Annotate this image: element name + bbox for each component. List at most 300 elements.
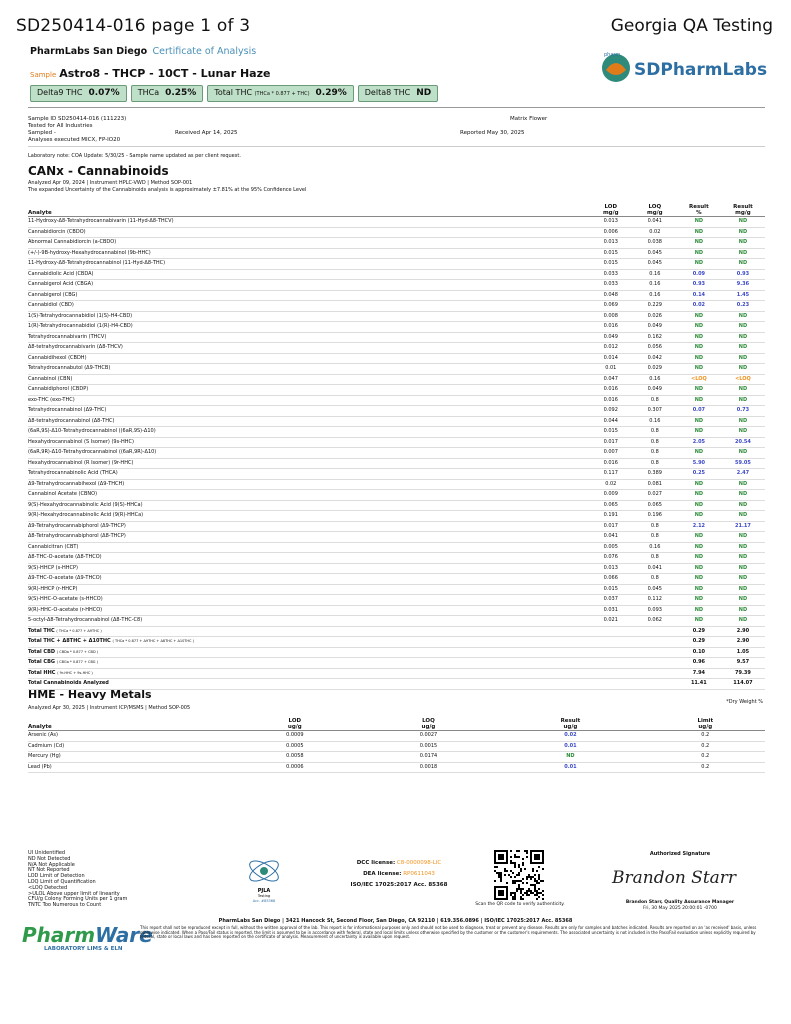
- result-pct: 0.02: [677, 301, 721, 312]
- lod-value: 0.0058: [228, 752, 362, 763]
- table-row: [28, 595, 765, 606]
- loq-value: 0.038: [633, 238, 677, 249]
- lod-value: 0.031: [589, 605, 633, 616]
- loq-value: 0.049: [633, 322, 677, 333]
- total-mg: 2.90: [721, 637, 765, 648]
- table-row: [28, 322, 765, 333]
- result-value: 0.01: [495, 741, 645, 752]
- lod-value: 0.01: [589, 364, 633, 375]
- lod-value: 0.013: [589, 238, 633, 249]
- loq-value: 0.0018: [362, 762, 496, 773]
- lod-value: 0.017: [589, 521, 633, 532]
- lod-value: 0.015: [589, 259, 633, 270]
- cannabinoids-table: [28, 200, 765, 690]
- result-mg: 21.17: [721, 521, 765, 532]
- legend-item: UI Unidentified: [28, 850, 66, 856]
- result-pct: ND: [677, 238, 721, 249]
- lod-value: 0.092: [589, 406, 633, 417]
- brand-a: Pharm: [22, 923, 96, 947]
- result-pct: ND: [677, 553, 721, 564]
- table-row: [28, 280, 765, 291]
- result-pct: ND: [677, 364, 721, 375]
- analyte-name: Δ8-Tetrahydrocannabiphorol (Δ8-THCP): [28, 532, 589, 543]
- pill-total-thc: Total THC (THCa * 0.877 + THC) 0.29%: [207, 85, 353, 102]
- loq-value: 0.041: [633, 563, 677, 574]
- loq-value: 0.027: [633, 490, 677, 501]
- analyte-name: Cannabigerol (CBG): [28, 290, 589, 301]
- analyte-name: Cannabidihexol (CBDH): [28, 353, 589, 364]
- result-pct: 0.25: [677, 469, 721, 480]
- col-analyte: Analyte: [28, 716, 228, 731]
- total-mg: 2.90: [721, 626, 765, 637]
- loq-value: 0.229: [633, 301, 677, 312]
- col-loq: LOQ mg/g: [633, 200, 677, 217]
- table-row: [28, 553, 765, 564]
- table-row: [28, 458, 765, 469]
- table-row: [28, 427, 765, 438]
- loq-value: 0.8: [633, 427, 677, 438]
- total-row: [28, 668, 765, 679]
- lod-value: 0.013: [589, 217, 633, 228]
- lod-value: 0.007: [589, 448, 633, 459]
- table-row: [28, 448, 765, 459]
- table-row: [28, 301, 765, 312]
- result-mg: ND: [721, 448, 765, 459]
- col-limit: Limit ug/g: [646, 716, 765, 731]
- lab-name: PharmLabs San Diego: [30, 46, 148, 57]
- loq-value: 0.0027: [362, 731, 496, 742]
- total-mg: 79.39: [721, 668, 765, 679]
- result-mg: 1.45: [721, 290, 765, 301]
- table-row: [28, 762, 765, 773]
- brand-sub: LABORATORY LIMS & ELN: [44, 946, 123, 952]
- sample-id: Sample ID SD250414-016 (111223): [28, 116, 127, 122]
- loq-value: 0.16: [633, 290, 677, 301]
- analyte-name: exo-THC (exo-THC): [28, 395, 589, 406]
- cannabinoids-analyzed: Analyzed Apr 09, 2024 | Instrument HPLC-VWD | Method SOP-001: [28, 180, 193, 186]
- result-mg: ND: [721, 595, 765, 606]
- analyte-name: 11-Hydroxy-Δ8-Tetrahydrocannabinol (11-Hyd-Δ8-THC): [28, 259, 589, 270]
- table-row: [28, 574, 765, 585]
- signer-name: Brandon Starr, Quality Assurance Manager: [625, 900, 735, 905]
- abbreviation-legend: [28, 851, 127, 909]
- analyte-name: 5-octyl-Δ8-Tetrahydrocannabinol (Δ8-THC-C8): [28, 616, 589, 627]
- total-pct: 0.29: [677, 626, 721, 637]
- table-row: [28, 479, 765, 490]
- lod-value: 0.033: [589, 280, 633, 291]
- result-pct: ND: [677, 343, 721, 354]
- loq-value: 0.8: [633, 532, 677, 543]
- table-row: [28, 238, 765, 249]
- table-row: [28, 406, 765, 417]
- result-pct: ND: [677, 395, 721, 406]
- result-mg: ND: [721, 511, 765, 522]
- table-row: [28, 290, 765, 301]
- loq-value: 0.062: [633, 616, 677, 627]
- lod-value: 0.0005: [228, 741, 362, 752]
- result-mg: ND: [721, 490, 765, 501]
- analyte-name: 9(S)-Hexahydrocannabinolic Acid (9(S)-HHCa): [28, 500, 589, 511]
- dcc-license: DCC license: C8-0000098-LIC: [356, 860, 442, 866]
- legend-item: >ULOL Above upper limit of linearity: [28, 890, 120, 897]
- result-mg: ND: [721, 479, 765, 490]
- table-row: [28, 521, 765, 532]
- heavy-metals-table: [28, 716, 765, 773]
- table-row: [28, 227, 765, 238]
- result-pct: ND: [677, 227, 721, 238]
- loq-value: 0.16: [633, 280, 677, 291]
- divider: [28, 146, 765, 147]
- result-pct: ND: [677, 595, 721, 606]
- analyte-name: Abnormal Cannabidiorcin (a-CBDO): [28, 238, 589, 249]
- result-pct: ND: [677, 542, 721, 553]
- loq-value: 0.045: [633, 259, 677, 270]
- result-pct: ND: [677, 500, 721, 511]
- analyte-name: Cannabidiorcin (CBDO): [28, 227, 589, 238]
- loq-value: 0.162: [633, 332, 677, 343]
- result-mg: <LOQ: [721, 374, 765, 385]
- result-mg: 59.05: [721, 458, 765, 469]
- loq-value: 0.8: [633, 448, 677, 459]
- lod-value: 0.013: [589, 563, 633, 574]
- analyte-name: (6aR,9S)-Δ10-Tetrahydrocannabinol ((6aR,9S)-Δ10): [28, 427, 589, 438]
- metal-name: Lead (Pb): [28, 762, 228, 773]
- table-row: [28, 385, 765, 396]
- legend-item: <LOQ Detected: [28, 884, 68, 891]
- analyte-name: Tetrahydrocannabinolic Acid (THCA): [28, 469, 589, 480]
- analyte-name: Cannabicitran (CBT): [28, 542, 589, 553]
- col-loq: LOQ ug/g: [362, 716, 496, 731]
- result-pct: ND: [677, 385, 721, 396]
- analyte-name: 9(R)-Hexahydrocannabinolic Acid (9(R)-HHCa): [28, 511, 589, 522]
- lod-value: 0.0006: [228, 762, 362, 773]
- result-pct: ND: [677, 605, 721, 616]
- analyte-name: Hexahydrocannabinol (R Isomer) (9r-HHC): [28, 458, 589, 469]
- dry-weight-note: *Dry Weight %: [726, 699, 763, 705]
- loq-value: 0.8: [633, 458, 677, 469]
- result-pct: ND: [677, 490, 721, 501]
- table-row: [28, 374, 765, 385]
- table-row: [28, 605, 765, 616]
- table-header: [28, 716, 765, 731]
- signature-heading: Authorized Signature: [649, 851, 711, 857]
- result-mg: ND: [721, 227, 765, 238]
- analyte-name: 9(R)-HHCP (r-HHCP): [28, 584, 589, 595]
- pharmware-logo: [22, 923, 153, 964]
- total-row: [28, 637, 765, 648]
- analyte-name: Δ8-THC-O-acetate (Δ8-THCO): [28, 553, 589, 564]
- loq-value: 0.0015: [362, 741, 496, 752]
- table-row: [28, 269, 765, 280]
- total-name: Total CBG ( CBGa * 0.877 + CBG ): [28, 658, 589, 669]
- loq-value: 0.8: [633, 553, 677, 564]
- table-row: [28, 511, 765, 522]
- analyte-name: Cannabidiolic Acid (CBDA): [28, 269, 589, 280]
- loq-value: 0.196: [633, 511, 677, 522]
- signer-block: [600, 900, 760, 911]
- legend-item: N/A Not Applicable: [28, 861, 75, 868]
- result-mg: 0.23: [721, 301, 765, 312]
- lod-value: 0.0009: [228, 731, 362, 742]
- analyte-name: 9(S)-HHC-O-acetate (s-HHCO): [28, 595, 589, 606]
- total-name: Total CBD ( CBDa * 0.877 + CBD ): [28, 647, 589, 658]
- analyte-name: Δ8-tetrahydrocannabinol (Δ8-THC): [28, 416, 589, 427]
- lod-value: 0.017: [589, 437, 633, 448]
- result-mg: ND: [721, 248, 765, 259]
- loq-value: 0.8: [633, 521, 677, 532]
- analyte-name: Tetrahydrocannabinol (Δ9-THC): [28, 406, 589, 417]
- result-mg: ND: [721, 553, 765, 564]
- loq-value: 0.029: [633, 364, 677, 375]
- lab-heading: [30, 46, 256, 57]
- lod-value: 0.009: [589, 490, 633, 501]
- result-pct: ND: [677, 563, 721, 574]
- loq-value: 0.8: [633, 395, 677, 406]
- table-row: [28, 416, 765, 427]
- hme-title: HME - Heavy Metals: [28, 688, 152, 701]
- limit-value: 0.2: [646, 731, 765, 742]
- table-row: [28, 616, 765, 627]
- loq-value: 0.16: [633, 542, 677, 553]
- lod-value: 0.02: [589, 479, 633, 490]
- reported: Reported May 30, 2025: [460, 130, 525, 136]
- table-row: [28, 311, 765, 322]
- table-row: [28, 584, 765, 595]
- table-row: [28, 437, 765, 448]
- footer-disclaimer: This report shall not be reproduced except in full, without the written approval of the lab. This report is for informational purposes only and should not be used to diagnose, treat or prevent any disease. Results are only for samples and batches indicated. Results are reported on an 'as received' basis, unless otherwise indicated. When a Pass/Fail status is reported, the limit is assumed to be in accordance with federal, state and local limits unless otherwise specified by the customer or the customer's requirements. The associated uncertainty is not included in the Pass/Fail evaluation unless explicitly required by federal, state or local laws and has been reported on the certificate of analysis. Measurement of uncertainty is available upon request.: [140, 925, 757, 939]
- result-pct: 0.14: [677, 290, 721, 301]
- loq-value: 0.8: [633, 437, 677, 448]
- lod-value: 0.015: [589, 248, 633, 259]
- footer-address: PharmLabs San Diego | 3421 Hancock St, Second Floor, San Diego, CA 92110 | 619.356.0896 | ISO/IEC 17025:2017 Acc. 85368: [218, 918, 573, 924]
- analyte-name: Cannabinol (CBN): [28, 374, 589, 385]
- lod-value: 0.016: [589, 458, 633, 469]
- analyte-name: 1(S)-Tetrahydrocannabidiol (1(S)-H4-CBD): [28, 311, 589, 322]
- legend-item: ND Not Detected: [28, 855, 71, 862]
- result-pct: ND: [677, 217, 721, 228]
- lod-value: 0.016: [589, 395, 633, 406]
- dea-license: DEA license: RP0611043: [363, 871, 435, 877]
- analyte-name: Cannabidiol (CBD): [28, 301, 589, 312]
- result-pct: 0.09: [677, 269, 721, 280]
- pjla-accreditation-badge: [236, 851, 292, 907]
- analyses-executed: Analyses executed MICX, FP-IO20: [28, 137, 121, 143]
- loq-value: 0.02: [633, 227, 677, 238]
- analyte-name: 9(R)-HHC-O-acetate (r-HHCO): [28, 605, 589, 616]
- lod-value: 0.076: [589, 553, 633, 564]
- table-row: [28, 248, 765, 259]
- analyte-name: Cannabidiphorol (CBDP): [28, 385, 589, 396]
- result-pct: ND: [677, 448, 721, 459]
- total-pct: 7.94: [677, 668, 721, 679]
- result-pct: <LOQ: [677, 374, 721, 385]
- result-mg: ND: [721, 343, 765, 354]
- limit-value: 0.2: [646, 741, 765, 752]
- lod-value: 0.117: [589, 469, 633, 480]
- col-result-pct: Result %: [677, 200, 721, 217]
- lab-note: Laboratory note: COA Update: 5/30/25 - Sample name updated as per client request.: [28, 153, 241, 159]
- metal-name: Mercury (Hg): [28, 752, 228, 763]
- result-mg: ND: [721, 584, 765, 595]
- result-mg: ND: [721, 532, 765, 543]
- sample-tag: Sample: [30, 71, 57, 79]
- result-mg: ND: [721, 542, 765, 553]
- table-row: [28, 731, 765, 742]
- logo-small-text: pharm: [604, 52, 621, 58]
- loq-value: 0.0174: [362, 752, 496, 763]
- tested-for: Tested for All Industries: [28, 123, 93, 129]
- pill-delta9-thc: Delta9 THC 0.07%: [30, 85, 127, 102]
- result-pct: 2.05: [677, 437, 721, 448]
- total-name: Total HHC ( 9r-HHC + 9s-HHC ): [28, 668, 589, 679]
- lod-value: 0.005: [589, 542, 633, 553]
- legend-item: TNTC Too Numerous to Count: [28, 902, 102, 909]
- table-row: [28, 469, 765, 480]
- lod-value: 0.006: [589, 227, 633, 238]
- analyte-name: Cannabigerol Acid (CBGA): [28, 280, 589, 291]
- loq-value: 0.16: [633, 416, 677, 427]
- legend-item: NT Not Reported: [28, 867, 70, 874]
- lod-value: 0.041: [589, 532, 633, 543]
- loq-value: 0.389: [633, 469, 677, 480]
- loq-value: 0.056: [633, 343, 677, 354]
- analyte-name: Hexahydrocannabinol (S Isomer) (9s-HHC): [28, 437, 589, 448]
- limit-value: 0.2: [646, 762, 765, 773]
- analyte-name: Cannabinol Acetate (CBNO): [28, 490, 589, 501]
- lod-value: 0.008: [589, 311, 633, 322]
- lod-value: 0.021: [589, 616, 633, 627]
- result-pct: ND: [677, 353, 721, 364]
- result-value: 0.02: [495, 731, 645, 742]
- lod-value: 0.015: [589, 427, 633, 438]
- result-mg: ND: [721, 563, 765, 574]
- result-mg: 20.54: [721, 437, 765, 448]
- total-row: [28, 647, 765, 658]
- result-mg: 0.93: [721, 269, 765, 280]
- loq-value: 0.8: [633, 574, 677, 585]
- total-name: Total THC ( THCa * 0.877 + Δ9THC ): [28, 626, 589, 637]
- col-analyte: Analyte: [28, 200, 589, 217]
- result-mg: ND: [721, 238, 765, 249]
- total-row: [28, 626, 765, 637]
- pjla-name: PJLA: [257, 888, 271, 894]
- lod-value: 0.065: [589, 500, 633, 511]
- table-row: [28, 364, 765, 375]
- total-name: Total THC + Δ8THC + Δ10THC ( THCa * 0.877 + Δ9THC + Δ8THC + Δ10THC ): [28, 637, 589, 648]
- loq-value: 0.16: [633, 269, 677, 280]
- analyte-name: Δ9-Tetrahydrocannabihexol (Δ9-THCH): [28, 479, 589, 490]
- result-pct: ND: [677, 479, 721, 490]
- sample-name: Astro8 - THCP - 10CT - Lunar Haze: [59, 67, 271, 80]
- loq-value: 0.045: [633, 248, 677, 259]
- total-pct: 0.10: [677, 647, 721, 658]
- result-pct: ND: [677, 322, 721, 333]
- verification-qr-code[interactable]: [494, 850, 544, 900]
- loq-value: 0.041: [633, 217, 677, 228]
- result-mg: 2.47: [721, 469, 765, 480]
- result-pct: ND: [677, 427, 721, 438]
- loq-value: 0.16: [633, 374, 677, 385]
- table-header: [28, 200, 765, 217]
- pjla-sub: Testing: [257, 894, 271, 898]
- loq-value: 0.093: [633, 605, 677, 616]
- result-pct: ND: [677, 511, 721, 522]
- table-row: [28, 343, 765, 354]
- pill-thca: THCa 0.25%: [131, 85, 204, 102]
- result-pct: ND: [677, 616, 721, 627]
- table-row: [28, 741, 765, 752]
- iso-accreditation: ISO/IEC 17025:2017 Acc. 85368: [350, 882, 448, 888]
- result-mg: ND: [721, 605, 765, 616]
- table-row: [28, 563, 765, 574]
- legend-item: CFU/g Colony Forming Units per 1 gram: [28, 896, 128, 903]
- result-mg: ND: [721, 217, 765, 228]
- result-mg: ND: [721, 322, 765, 333]
- result-mg: ND: [721, 353, 765, 364]
- logo-text: SDPharmLabs: [634, 60, 768, 80]
- result-value: ND: [495, 752, 645, 763]
- result-mg: ND: [721, 395, 765, 406]
- analyte-name: Δ9-THC-O-acetate (Δ9-THCO): [28, 574, 589, 585]
- loq-value: 0.307: [633, 406, 677, 417]
- result-pct: ND: [677, 259, 721, 270]
- document-id: SD250414-016 page 1 of 3: [16, 16, 251, 36]
- cannabinoids-uncertainty: The expanded Uncertainty of the Cannabinoids analysis is approximately ±7.81% at the 95% Confidence Level: [28, 187, 307, 193]
- analyte-name: 1(R)-Tetrahydrocannabidiol (1(R)-H4-CBD): [28, 322, 589, 333]
- lod-value: 0.033: [589, 269, 633, 280]
- license-block: [342, 858, 456, 891]
- lod-value: 0.066: [589, 574, 633, 585]
- result-mg: ND: [721, 416, 765, 427]
- brand-b: Ware: [95, 923, 153, 947]
- col-lod: LOD ug/g: [228, 716, 362, 731]
- lod-value: 0.069: [589, 301, 633, 312]
- result-pct: ND: [677, 332, 721, 343]
- handwritten-signature: Brandon Starr: [612, 868, 737, 888]
- loq-value: 0.026: [633, 311, 677, 322]
- sdpharmlabs-logo: [598, 50, 768, 86]
- table-row: [28, 395, 765, 406]
- result-mg: ND: [721, 616, 765, 627]
- result-pct: ND: [677, 584, 721, 595]
- limit-value: 0.2: [646, 752, 765, 763]
- result-mg: ND: [721, 500, 765, 511]
- total-pct: 11.41: [677, 679, 721, 690]
- table-row: [28, 752, 765, 763]
- analyte-name: Δ8-tetrahydrocannabivarin (Δ8-THCV): [28, 343, 589, 354]
- loq-value: 0.065: [633, 500, 677, 511]
- analyte-name: (6aR,9R)-Δ10-Tetrahydrocannabinol ((6aR,9R)-Δ10): [28, 448, 589, 459]
- matrix: Matrix Flower: [510, 116, 548, 122]
- result-pct: ND: [677, 574, 721, 585]
- total-row: [28, 658, 765, 669]
- loq-value: 0.112: [633, 595, 677, 606]
- result-mg: ND: [721, 427, 765, 438]
- lod-value: 0.044: [589, 416, 633, 427]
- result-mg: ND: [721, 385, 765, 396]
- result-pct: ND: [677, 532, 721, 543]
- pjla-acc: Acc. #85368: [252, 899, 276, 903]
- result-pct: ND: [677, 248, 721, 259]
- loq-value: 0.042: [633, 353, 677, 364]
- lod-value: 0.047: [589, 374, 633, 385]
- result-pct: 0.93: [677, 280, 721, 291]
- col-result-mg: Result mg/g: [721, 200, 765, 217]
- lod-value: 0.016: [589, 322, 633, 333]
- table-row: [28, 353, 765, 364]
- legend-item: LOD Limit of Detection: [28, 873, 85, 880]
- result-mg: ND: [721, 332, 765, 343]
